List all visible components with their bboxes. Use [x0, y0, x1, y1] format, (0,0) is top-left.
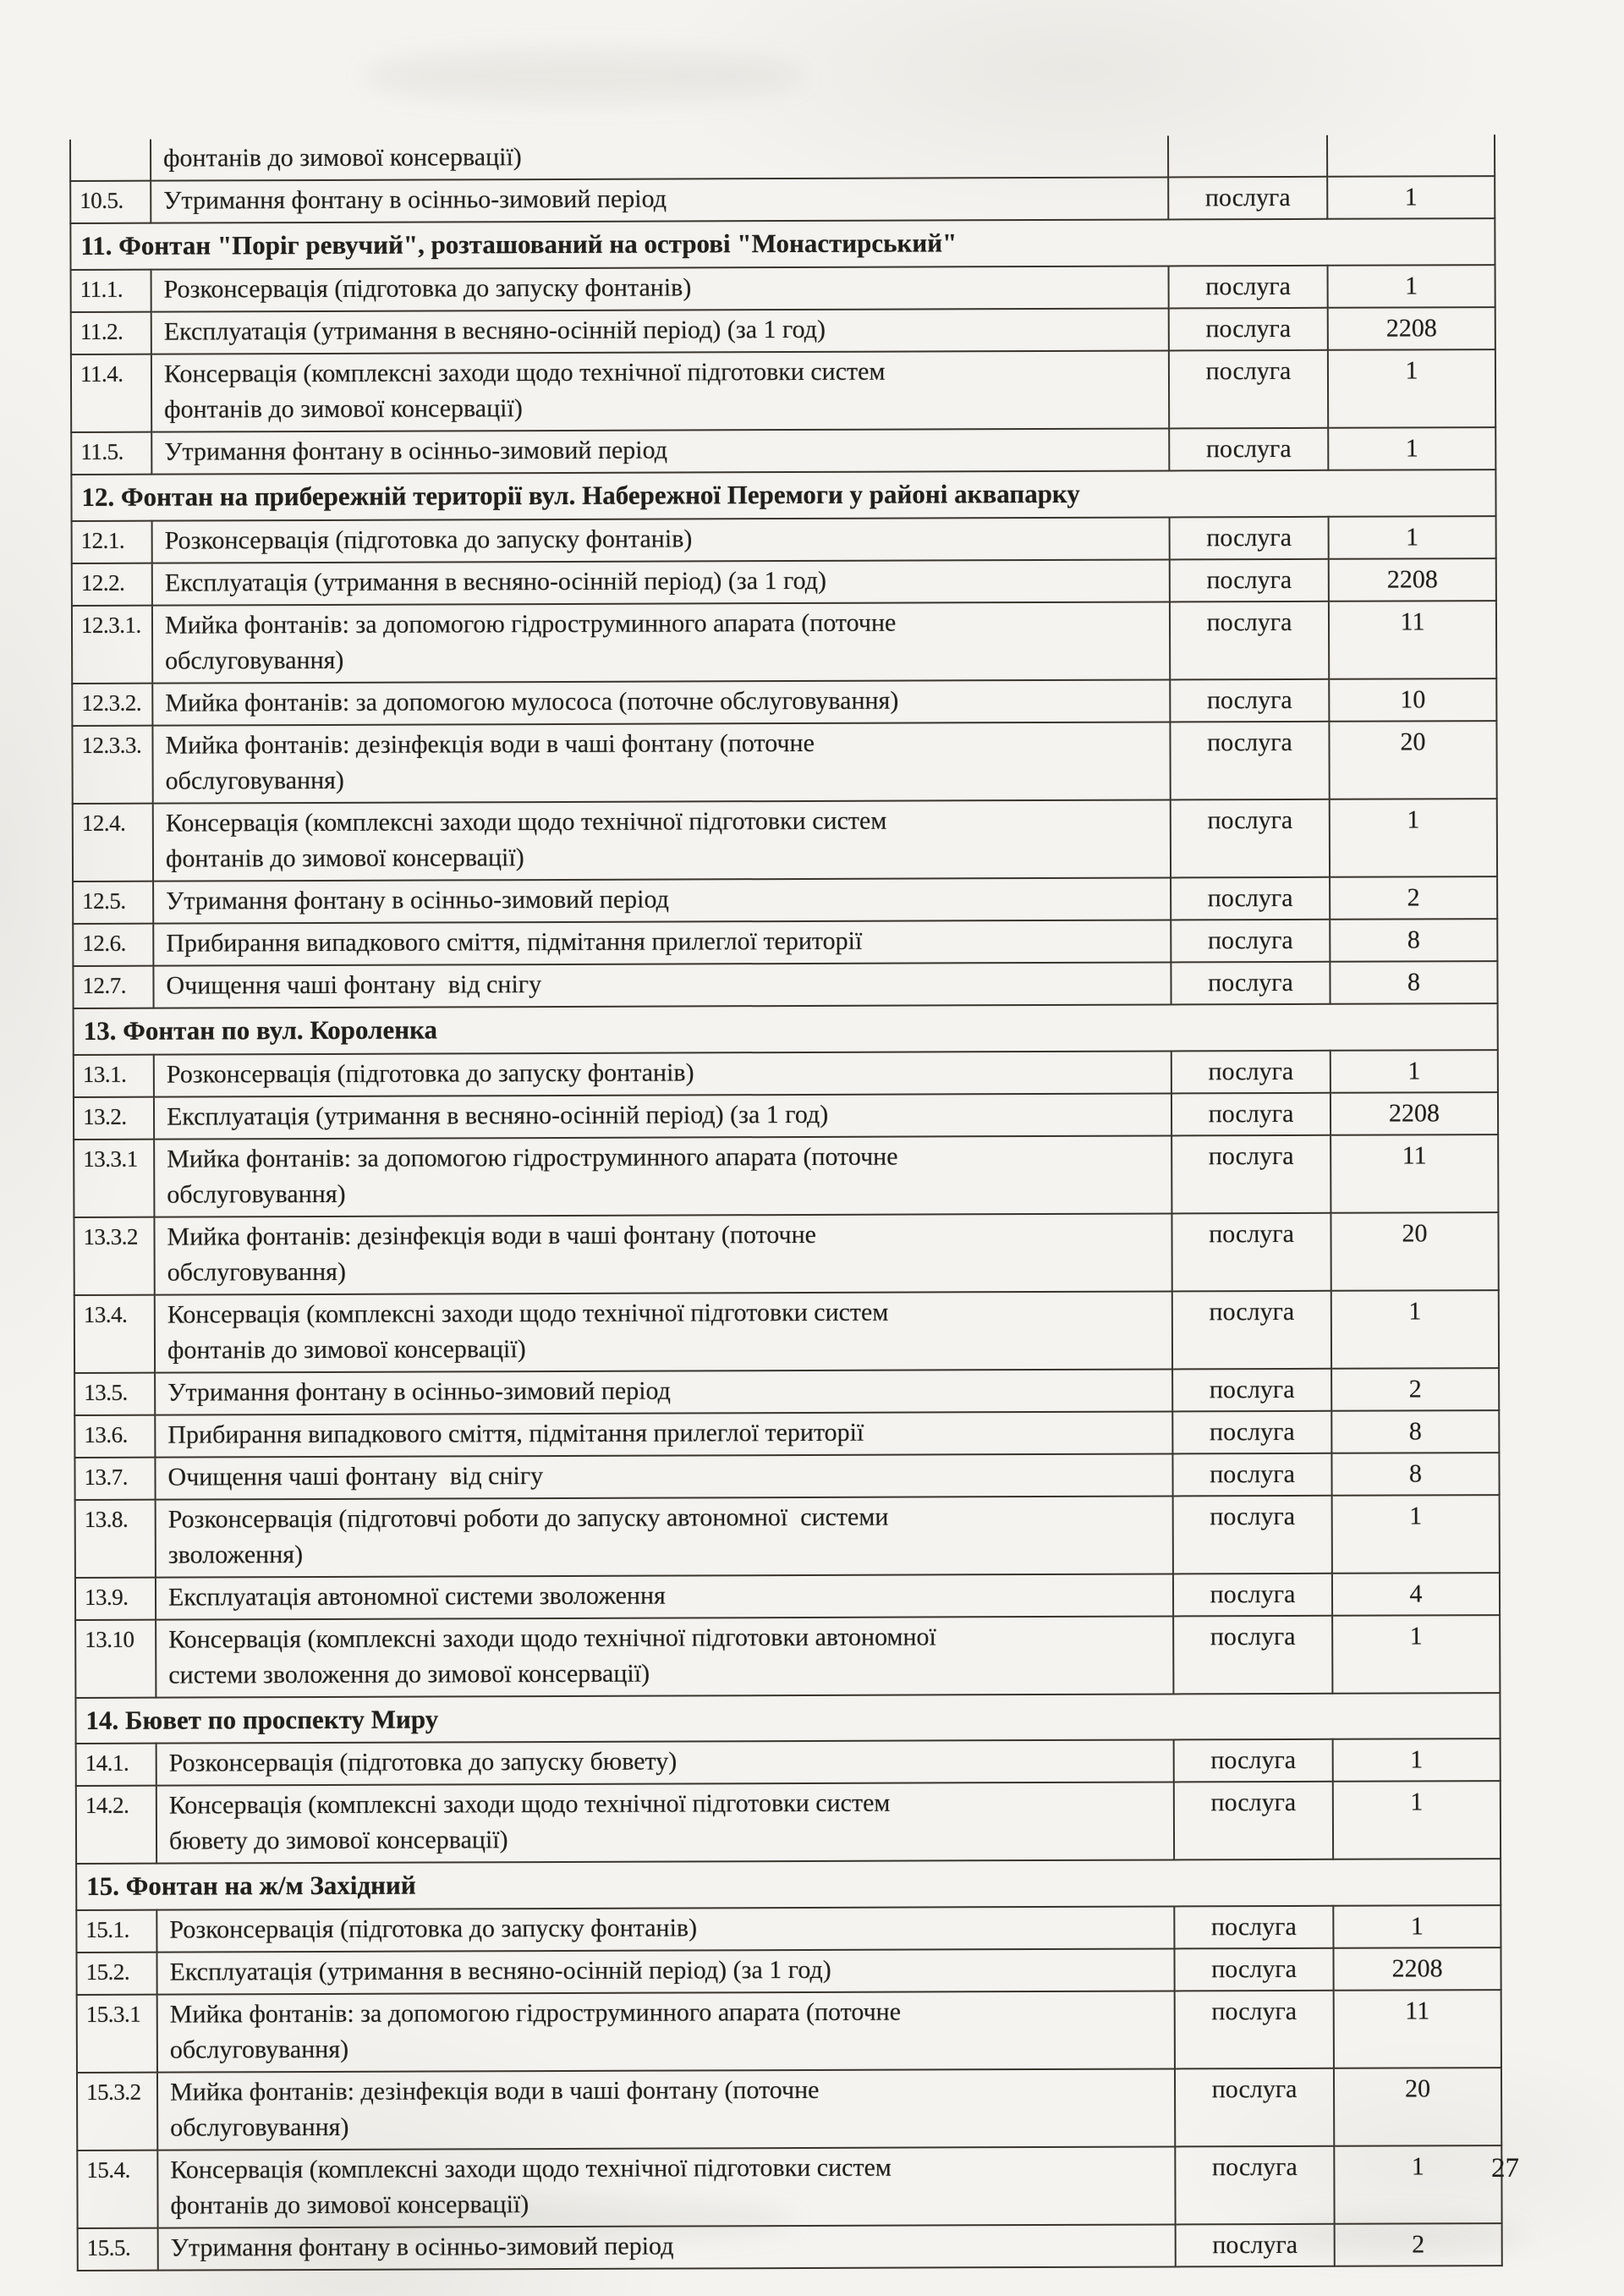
section-title: 13. Фонтан по вул. Короленка: [74, 1003, 1498, 1055]
row-unit-cell: [1168, 135, 1327, 178]
row-quantity-cell: 2: [1331, 1368, 1499, 1411]
row-unit-cell: послуга: [1170, 558, 1329, 601]
table-row: [74, 1050, 1498, 1097]
row-quantity-cell: 11: [1334, 1990, 1501, 2068]
row-unit-cell: послуга: [1171, 1092, 1330, 1135]
row-number-cell: 13.6.: [74, 1414, 155, 1457]
row-unit-cell: послуга: [1170, 516, 1329, 559]
table-row: [71, 307, 1495, 354]
section-title: 11. Фонтан "Поріг ревучий", розташований на острові "Монастирський": [70, 218, 1495, 270]
table-row: [74, 1212, 1498, 1295]
row-quantity-cell: 11: [1330, 1134, 1498, 1213]
row-quantity-cell: 1: [1332, 1615, 1500, 1694]
row-unit-cell: послуга: [1176, 2224, 1335, 2267]
section-header-row: [74, 1003, 1498, 1055]
table-row: [76, 1781, 1501, 1864]
row-unit-cell: послуга: [1169, 428, 1328, 471]
row-description-cell: Утримання фонтану в осінньо-зимовий період: [151, 177, 1168, 222]
row-number-cell: 12.4.: [73, 803, 153, 881]
row-unit-cell: послуга: [1174, 1906, 1333, 1949]
row-description-cell: Утримання фонтану в осінньо-зимовий період: [158, 2225, 1176, 2271]
row-description-cell: Мийка фонтанів: дезінфекція води в чаші фонтану (поточне обслуговування): [154, 1213, 1171, 1294]
scan-artifact: [364, 51, 804, 102]
row-quantity-cell: 20: [1334, 2068, 1501, 2146]
row-number-cell: 11.4.: [71, 354, 151, 432]
section-title: 15. Фонтан на ж/м Західний: [76, 1859, 1501, 1910]
row-quantity-cell: 1: [1333, 1738, 1501, 1782]
row-number-cell: 15.5.: [78, 2228, 158, 2271]
row-number-cell: [70, 140, 151, 181]
row-number-cell: 13.3.1: [74, 1139, 154, 1217]
table-row: [74, 1134, 1498, 1217]
row-quantity-cell: 2208: [1330, 1092, 1498, 1135]
row-unit-cell: послуга: [1174, 1782, 1333, 1860]
row-quantity-cell: 2: [1335, 2223, 1502, 2266]
row-number-cell: 12.3.2.: [72, 683, 152, 725]
row-number-cell: 13.3.2: [74, 1217, 154, 1294]
row-unit-cell: послуга: [1172, 1453, 1331, 1496]
row-description-cell: фонтанів до зимової консервації): [151, 135, 1168, 180]
row-description-cell: Консервація (комплексні заходи щодо технічної підготовки систем бювету до зимової консервації): [156, 1782, 1174, 1864]
row-number-cell: 10.5.: [70, 181, 151, 223]
table-row: [72, 678, 1496, 726]
row-unit-cell: послуга: [1170, 601, 1329, 679]
row-unit-cell: послуга: [1171, 1050, 1330, 1093]
row-quantity-cell: 1: [1327, 176, 1495, 219]
row-description-cell: Очищення чаші фонтану від снігу: [153, 962, 1171, 1008]
row-unit-cell: послуга: [1171, 1134, 1330, 1213]
row-description-cell: Експлуатація (утримання в весняно-осінній період) (за 1 год): [154, 1093, 1171, 1139]
row-number-cell: 11.2.: [71, 312, 151, 354]
row-unit-cell: послуга: [1175, 2146, 1334, 2225]
table-row: [76, 1905, 1501, 1953]
row-number-cell: 13.7.: [74, 1457, 155, 1499]
row-number-cell: 13.9.: [75, 1577, 156, 1619]
row-description-cell: Експлуатація (утримання в весняно-осінній період) (за 1 год): [152, 559, 1170, 605]
table-row: [77, 2145, 1501, 2228]
row-number-cell: 15.2.: [76, 1953, 156, 1995]
row-quantity-cell: 20: [1329, 721, 1496, 799]
row-quantity-cell: 1: [1330, 799, 1497, 877]
row-description-cell: Мийка фонтанів: за допомогою гідроструминного апарата (поточне обслуговування): [157, 1991, 1175, 2073]
section-header-row: [70, 218, 1495, 270]
row-description-cell: Розконсервація (підготовка до запуску фонтанів): [151, 266, 1169, 311]
row-description-cell: Утримання фонтану в осінньо-зимовий період: [155, 1369, 1172, 1414]
row-unit-cell: послуга: [1169, 308, 1328, 351]
row-number-cell: 12.1.: [72, 520, 152, 563]
table-row: [75, 1615, 1500, 1698]
table-row: [74, 1453, 1499, 1500]
section-header-row: [71, 470, 1495, 521]
row-quantity-cell: 2: [1330, 876, 1497, 920]
table-row: [72, 601, 1496, 684]
row-quantity-cell: 8: [1331, 1453, 1499, 1496]
section-title: 12. Фонтан на прибережній території вул. Набережної Перемоги у районі аквапарку: [71, 470, 1495, 521]
table-row: [74, 1368, 1499, 1415]
row-quantity-cell: 2208: [1333, 1947, 1501, 1991]
table-row: [75, 1573, 1500, 1620]
row-description-cell: Прибирання випадкового сміття, підмітання прилеглої території: [153, 920, 1171, 965]
row-quantity-cell: 8: [1331, 1410, 1499, 1453]
row-quantity-cell: [1327, 135, 1495, 177]
row-unit-cell: послуга: [1169, 350, 1328, 429]
row-description-cell: Розконсервація (підготовка до запуску фонтанів): [156, 1907, 1174, 1953]
table-row: [74, 1092, 1498, 1140]
row-description-cell: Експлуатація (утримання в весняно-осінній період) (за 1 год): [151, 308, 1169, 354]
row-unit-cell: послуга: [1175, 1991, 1334, 2069]
row-quantity-cell: 1: [1328, 265, 1495, 308]
table-row: [72, 516, 1496, 563]
row-quantity-cell: 1: [1333, 1905, 1501, 1948]
row-quantity-cell: 8: [1330, 961, 1497, 1004]
section-title: 14. Бювет по проспекту Миру: [75, 1693, 1500, 1744]
row-unit-cell: послуга: [1169, 266, 1328, 309]
row-number-cell: 12.7.: [73, 965, 153, 1008]
row-description-cell: Мийка фонтанів: дезінфекція води в чаші фонтану (поточне обслуговування): [152, 722, 1170, 803]
table-row: [71, 427, 1495, 475]
row-quantity-cell: 8: [1330, 919, 1497, 962]
row-number-cell: 11.5.: [71, 432, 151, 475]
table-row: [74, 1410, 1499, 1458]
row-unit-cell: послуга: [1175, 2068, 1334, 2147]
table-row: [73, 919, 1497, 966]
row-unit-cell: послуга: [1172, 1290, 1331, 1369]
row-number-cell: 11.1.: [71, 270, 151, 312]
row-unit-cell: послуга: [1173, 1495, 1332, 1574]
row-number-cell: 15.3.2: [77, 2073, 157, 2150]
row-number-cell: 15.1.: [76, 1910, 156, 1953]
row-number-cell: 14.2.: [76, 1786, 156, 1864]
continuation-row: [70, 135, 1495, 181]
row-quantity-cell: 4: [1332, 1573, 1500, 1616]
section-header-row: [76, 1859, 1501, 1910]
table-row: [78, 2223, 1502, 2271]
table-row: [71, 265, 1495, 312]
table-row: [77, 1990, 1501, 2073]
row-number-cell: 12.5.: [73, 881, 153, 923]
row-unit-cell: послуга: [1172, 1410, 1331, 1453]
row-unit-cell: послуга: [1171, 961, 1330, 1004]
row-unit-cell: послуга: [1171, 1212, 1330, 1291]
row-description-cell: Прибирання випадкового сміття, підмітання прилеглої території: [155, 1411, 1172, 1457]
row-number-cell: 13.5.: [74, 1372, 155, 1414]
row-number-cell: 13.10: [75, 1619, 156, 1697]
row-unit-cell: послуга: [1171, 876, 1330, 920]
row-number-cell: 12.6.: [73, 923, 153, 965]
table-row: [73, 799, 1497, 882]
row-description-cell: Експлуатація автономної системи зволоження: [156, 1574, 1173, 1619]
row-description-cell: Очищення чаші фонтану від снігу: [155, 1453, 1172, 1499]
row-number-cell: 15.3.1: [77, 1995, 157, 2073]
row-unit-cell: послуга: [1174, 1739, 1333, 1782]
row-number-cell: 13.2.: [74, 1096, 154, 1139]
row-quantity-cell: 10: [1329, 678, 1496, 722]
row-quantity-cell: 1: [1331, 1290, 1499, 1369]
table-row: [75, 1495, 1500, 1578]
row-unit-cell: послуга: [1168, 177, 1327, 220]
row-description-cell: Мийка фонтанів: дезінфекція води в чаші фонтану (поточне обслуговування): [157, 2069, 1175, 2150]
table-row: [72, 558, 1496, 606]
row-description-cell: Експлуатація (утримання в весняно-осінній період) (за 1 год): [156, 1949, 1174, 1995]
row-quantity-cell: 20: [1330, 1212, 1498, 1291]
row-unit-cell: послуга: [1170, 678, 1329, 722]
row-quantity-cell: 1: [1329, 516, 1496, 559]
table-row: [72, 721, 1496, 804]
row-number-cell: 14.1.: [76, 1744, 156, 1786]
row-unit-cell: послуга: [1171, 919, 1330, 962]
table-row: [76, 1947, 1501, 1995]
row-description-cell: Розконсервація (підготовчі роботи до запуску автономної системи зволоження): [156, 1496, 1173, 1577]
table-row: [76, 1738, 1501, 1786]
page-number: 27: [1491, 2153, 1519, 2183]
row-quantity-cell: 11: [1329, 601, 1496, 679]
row-description-cell: Мийка фонтанів: за допомогою мулососа (поточне обслуговування): [152, 679, 1170, 725]
row-quantity-cell: 1: [1328, 349, 1495, 428]
row-unit-cell: послуга: [1172, 1368, 1331, 1411]
row-quantity-cell: 1: [1332, 1495, 1500, 1574]
row-number-cell: 15.4.: [77, 2150, 157, 2228]
table-row: [70, 176, 1495, 223]
row-description-cell: Мийка фонтанів: за допомогою гідроструминного апарата (поточне обслуговування): [152, 601, 1170, 683]
row-description-cell: Утримання фонтану в осінньо-зимовий період: [151, 428, 1169, 474]
row-unit-cell: послуга: [1174, 1948, 1333, 1991]
row-number-cell: 13.1.: [74, 1054, 154, 1096]
row-description-cell: Мийка фонтанів: за допомогою гідроструминного апарата (поточне обслуговування): [154, 1135, 1171, 1217]
row-quantity-cell: 2208: [1329, 558, 1496, 601]
row-unit-cell: послуга: [1173, 1615, 1332, 1694]
row-number-cell: 12.3.1.: [72, 605, 152, 683]
row-quantity-cell: 2208: [1328, 307, 1495, 350]
row-description-cell: Консервація (комплексні заходи щодо технічної підготовки автономної системи зволоження до зимової консервації): [156, 1616, 1173, 1697]
row-description-cell: Консервація (комплексні заходи щодо технічної підготовки систем фонтанів до зимової консервації): [155, 1291, 1172, 1372]
row-number-cell: 12.3.3.: [72, 725, 152, 803]
row-description-cell: Розконсервація (підготовка до запуску фонтанів): [154, 1051, 1171, 1096]
row-description-cell: Консервація (комплексні заходи щодо технічної підготовки систем фонтанів до зимової консервації): [157, 2147, 1175, 2228]
row-quantity-cell: 1: [1333, 1781, 1501, 1859]
row-description-cell: Консервація (комплексні заходи щодо технічної підготовки систем фонтанів до зимової консервації): [151, 350, 1169, 431]
row-quantity-cell: 1: [1330, 1050, 1498, 1093]
table-row: [73, 876, 1497, 924]
row-number-cell: 13.8.: [75, 1499, 156, 1577]
section-header-row: [75, 1693, 1500, 1744]
table-row: [73, 961, 1497, 1008]
fountain-services-table: [69, 135, 1503, 2271]
row-description-cell: Утримання фонтану в осінньо-зимовий період: [153, 877, 1171, 923]
table-row: [71, 349, 1495, 432]
table-row: [77, 2068, 1501, 2150]
row-number-cell: 12.2.: [72, 563, 152, 605]
row-description-cell: Розконсервація (підготовка до запуску бювету): [156, 1740, 1174, 1786]
row-number-cell: 13.4.: [74, 1294, 155, 1372]
row-unit-cell: послуга: [1170, 721, 1329, 799]
row-description-cell: Розконсервація (підготовка до запуску фонтанів): [152, 517, 1170, 563]
row-quantity-cell: 1: [1334, 2145, 1501, 2224]
table-row: [74, 1290, 1499, 1373]
row-description-cell: Консервація (комплексні заходи щодо технічної підготовки систем фонтанів до зимової консервації): [153, 799, 1171, 881]
row-quantity-cell: 1: [1328, 427, 1495, 470]
row-unit-cell: послуга: [1171, 799, 1330, 877]
row-unit-cell: послуга: [1173, 1573, 1332, 1616]
